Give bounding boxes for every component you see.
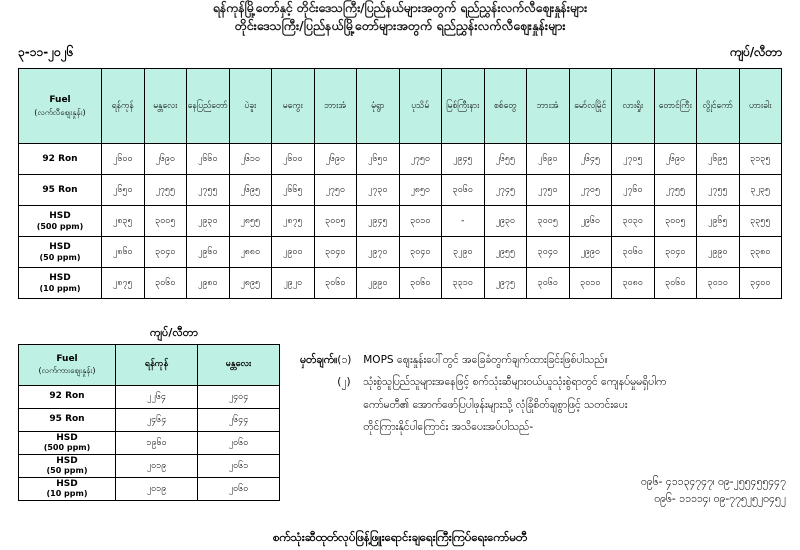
price-cell: ၂၉၆၀	[569, 206, 612, 237]
row-label	[19, 455, 116, 478]
price-cell: ၂၆၉၅	[697, 144, 740, 175]
row-label-text: 95 Ron	[49, 414, 85, 425]
price-cell: ၃၂၃၅	[739, 175, 782, 206]
column-header: ရန်ကုန်	[116, 345, 198, 386]
price-cell: ၂၉၇၅	[484, 268, 527, 299]
price-cell: ၂၉၀၀	[272, 237, 315, 268]
column-header: တောင်ကြီး	[654, 69, 697, 144]
row-label	[19, 409, 116, 432]
price-cell: ၃၀၄၀	[399, 237, 442, 268]
note-number: (၂)	[337, 376, 351, 389]
price-cell: ၂၆၆၀	[187, 144, 230, 175]
price-cell: ၂၉၄၅	[442, 144, 485, 175]
price-cell: ၁၉၆၀	[116, 432, 198, 455]
price-cell: ၂၉၉၀	[697, 237, 740, 268]
price-cell: ၂၄၀၄	[198, 386, 280, 409]
row-label	[19, 386, 116, 409]
date-label: ၃-၁၁-၂၀၂၆	[18, 45, 74, 59]
price-cell: ၂၆၄၄	[198, 409, 280, 432]
contact-phones	[641, 474, 786, 508]
fuel-header-line2: (လက်လီဈေးနှုန်း)	[34, 107, 86, 117]
price-cell: ၃၀၀၅	[527, 206, 570, 237]
main-table-body	[19, 144, 782, 299]
price-cell: ၃၀၄၀	[144, 237, 187, 268]
price-cell: ၂၉၃၀	[187, 206, 230, 237]
column-header: မြစ်ကြီးနား	[442, 69, 485, 144]
table-row	[19, 268, 782, 299]
row-label-sub: (10 ppm)	[46, 488, 88, 498]
row-label	[19, 206, 102, 237]
price-cell: ၃၀၈၀	[612, 268, 655, 299]
price-cell: ၂၀၆၀	[198, 478, 280, 501]
note-text: သုံးစွဲသူပြည်သူများအနေဖြင့် စက်သုံးဆီများဝယ်ယူသုံးစွဲရာတွင် ကျေနပ်မှုမရှိပါက	[363, 376, 667, 389]
price-cell: ၂၂၆၄	[116, 386, 198, 409]
note-text: ကော်မတီ၏ အောက်ဖော်ပြပါဖုန်းများသို့ လုံခြုံစိတ်ချစွာဖြင့် သတင်းပေး	[363, 398, 628, 411]
price-cell: ၂၈၉၅	[229, 268, 272, 299]
price-cell: ၂၇၄၅	[484, 175, 527, 206]
row-label-text: 92 Ron	[42, 153, 78, 164]
price-cell: ၂၆၀၀	[272, 144, 315, 175]
note-item	[300, 419, 788, 435]
column-header: ဘားအံ	[314, 69, 357, 144]
price-cell: ၂၆၅၅	[484, 144, 527, 175]
price-cell: ၂၉၉၀	[569, 237, 612, 268]
price-cell: ၂၉၆၀	[187, 237, 230, 268]
price-cell: ၂၇၅၅	[654, 175, 697, 206]
price-cell: ၂၇၅၅	[697, 175, 740, 206]
price-cell: ၂၇၅၅	[187, 175, 230, 206]
price-cell: ၃၀၆၀	[612, 237, 655, 268]
document-title-line2: တိုင်းဒေသကြီး/ပြည်နယ်မြို့တော်များအတွက် ရည်ညွှန်းလက်လီဈေးနှုန်းများ	[234, 18, 566, 33]
note-item	[300, 352, 788, 368]
table-row	[19, 144, 782, 175]
price-cell: ၂၉၈၀	[187, 268, 230, 299]
price-cell: ၃၀၄၀	[527, 237, 570, 268]
price-cell: ၂၇၃၀	[357, 175, 400, 206]
notes-section	[300, 352, 788, 441]
row-label-sub: (10 ppm)	[39, 283, 81, 293]
price-cell: ၂၉၇၀	[357, 237, 400, 268]
price-cell: ၂၆၅၀	[102, 175, 145, 206]
table-row	[19, 237, 782, 268]
price-cell: ၂၇၅၅	[144, 175, 187, 206]
column-header: ပုသိမ်	[399, 69, 442, 144]
fuel-header-line1: Fuel	[49, 94, 71, 105]
price-cell: ၂၉၆၅	[697, 206, 740, 237]
price-cell: ၃၀၀၅	[314, 206, 357, 237]
price-cell: ၃၃၁၀	[442, 268, 485, 299]
price-cell: ၂၉၅၅	[484, 237, 527, 268]
row-label-sub: (50 ppm)	[39, 252, 81, 262]
price-cell: ၂၈၇၅	[102, 268, 145, 299]
wholesale-table-header	[19, 345, 280, 386]
phone-line: ၀၉၆- ၁၁၁၁၄၊ ၀၉-၇၇၅၂၅၂၀၄၅၂	[654, 492, 786, 505]
main-table-fuel-header	[19, 69, 102, 144]
row-label	[19, 268, 102, 299]
price-cell: ၃၀၄၀	[654, 237, 697, 268]
price-cell: ၂၆၁၀	[229, 144, 272, 175]
document-title-line1: ရန်ကုန်မြို့တော်နှင့် တိုင်းဒေသကြီး/ပြည်နယ်များအတွက် ရည်ညွှန်းလက်လီဈေးနှုန်းများ	[212, 0, 588, 15]
price-cell: ၂၉၃၀	[484, 206, 527, 237]
column-header: မကွေး	[272, 69, 315, 144]
price-cell: ၂၀၁၉	[116, 478, 198, 501]
price-cell: ၂၇၅၀	[527, 175, 570, 206]
column-header: ပဲခူး	[229, 69, 272, 144]
price-cell: ၂၀၆၀	[198, 432, 280, 455]
row-label-text: HSD	[56, 478, 78, 489]
row-label-sub: (50 ppm)	[46, 465, 88, 475]
note-item	[300, 397, 788, 413]
main-table-header-row	[19, 69, 782, 144]
price-cell: ၂၆၀၀	[102, 144, 145, 175]
price-cell: ၂၆၅၀	[357, 144, 400, 175]
price-cell: ၃၀၆၀	[442, 175, 485, 206]
row-label	[19, 478, 116, 501]
price-cell: ၂၇၀၅	[612, 144, 655, 175]
price-cell: ၂၆၄၅	[569, 144, 612, 175]
column-header: နေပြည်တော်	[187, 69, 230, 144]
row-label-sub: (500 ppm)	[43, 442, 91, 452]
row-label-text: HSD	[49, 242, 71, 253]
column-header: မန္တလေး	[198, 345, 280, 386]
price-cell: ၃၃၅၅	[739, 206, 782, 237]
fuel-header-line1: Fuel	[56, 354, 78, 365]
table-row	[19, 478, 280, 501]
price-cell: ၃၀၀၅	[144, 206, 187, 237]
price-cell: ၃၂၉၀	[442, 237, 485, 268]
column-header: လားရှိုး	[612, 69, 655, 144]
price-cell: ၂၉၂၀	[272, 268, 315, 299]
price-cell: ၃၀၄၀	[314, 237, 357, 268]
price-cell: ၃၀၃၀	[612, 206, 655, 237]
price-cell: ၂၈၇၅	[272, 206, 315, 237]
main-price-table	[18, 68, 782, 299]
price-cell: ၂၉၉၀	[357, 268, 400, 299]
row-label-sub: (500 ppm)	[36, 221, 84, 231]
fuel-header-line2: (လက်ကားဈေးနှုန်း)	[38, 365, 96, 375]
row-label-text: HSD	[56, 432, 78, 443]
price-cell: ၃၁၃၅	[739, 144, 782, 175]
notes-title: မှတ်ချက်။	[300, 354, 338, 366]
price-cell: ၂၉၄၅	[357, 206, 400, 237]
table-row	[19, 409, 280, 432]
price-cell: ၂၇၀၅	[569, 175, 612, 206]
price-cell: ၂၀၁၉	[116, 455, 198, 478]
price-cell: ၃၀၆၀	[314, 268, 357, 299]
note-number: (၁)	[337, 354, 352, 366]
wholesale-table-body	[19, 386, 280, 501]
wholesale-price-table	[18, 344, 280, 501]
note-item	[300, 374, 788, 390]
price-cell: ၃၀၆၀	[144, 268, 187, 299]
price-cell: ၂၆၉၀	[654, 144, 697, 175]
table-row	[19, 206, 782, 237]
row-label-text: HSD	[49, 273, 71, 284]
unit-label-main: ကျပ်/လီတာ	[729, 45, 782, 59]
table-row	[19, 386, 280, 409]
price-cell: ၂၇၅၀	[314, 175, 357, 206]
row-label	[19, 237, 102, 268]
column-header: ဘားအံ	[527, 69, 570, 144]
column-header: ဟားခါး	[739, 69, 782, 144]
wholesale-price-table-wrapper	[18, 344, 280, 501]
note-text: MOPS ဈေးနှုန်းပေါ်တွင် အခြေခံတွက်ချက်ထားခြင်းဖြစ်ပါသည်။	[363, 354, 608, 366]
column-header: စစ်တွေ	[484, 69, 527, 144]
row-label-text: 95 Ron	[42, 184, 78, 195]
unit-label-wholesale: ကျပ်/လီတာ	[150, 326, 198, 339]
column-header: မုံရွာ	[357, 69, 400, 144]
column-header: ရန်ကုန်	[102, 69, 145, 144]
note-number	[337, 419, 363, 435]
price-cell: ၂၆၆၅	[272, 175, 315, 206]
price-cell: ၂၈၅၀	[399, 175, 442, 206]
row-label	[19, 144, 102, 175]
price-cell: ၃၀၆၀	[399, 268, 442, 299]
price-cell: ၂၈၈၀	[229, 237, 272, 268]
table-row	[19, 432, 280, 455]
price-cell: -	[442, 206, 485, 237]
column-header: မော်လမြိုင်	[569, 69, 612, 144]
price-cell: ၂၄၆၄	[116, 409, 198, 432]
footer-committee-name: စက်သုံးဆီထုတ်လုပ်ဖြန့်ဖြူးရောင်းချရေးကြီးကြပ်ရေးကော်မတီ	[272, 530, 528, 544]
price-cell: ၂၈၅၅	[229, 206, 272, 237]
price-cell: ၂၆၉၀	[527, 144, 570, 175]
phone-line: ၀၉၆- ၄၁၁၃၄၇၄၇၊ ၀၉-၂၅၅၄၅၅၄၄၇	[640, 476, 786, 488]
price-cell: ၃၀၁၀	[697, 268, 740, 299]
price-cell: ၃၀၆၀	[527, 268, 570, 299]
row-label-text: HSD	[49, 211, 71, 222]
price-cell: ၃၃၈၀	[739, 237, 782, 268]
main-table-header	[19, 69, 782, 144]
price-cell: ၂၀၆၁	[198, 455, 280, 478]
price-cell: ၃၀၆၀	[654, 268, 697, 299]
price-cell: ၃၀၀၅	[654, 206, 697, 237]
price-cell: ၂၆၉၀	[314, 144, 357, 175]
column-header: မန္တလေး	[144, 69, 187, 144]
price-cell: ၂၆၉၀	[144, 144, 187, 175]
note-number	[337, 397, 363, 413]
row-label-text: 92 Ron	[49, 391, 85, 402]
wholesale-fuel-header	[19, 345, 116, 386]
table-row	[19, 455, 280, 478]
main-price-table-wrapper	[18, 68, 782, 299]
price-cell: ၃၀၁၀	[569, 268, 612, 299]
price-cell: ၂၆၉၅	[229, 175, 272, 206]
note-text: တိုင်ကြားနိုင်ပါကြောင်း အသိပေးအပ်ပါသည်-	[363, 420, 534, 433]
row-label-text: HSD	[56, 455, 78, 466]
price-cell: ၂၈၃၅	[102, 206, 145, 237]
table-row	[19, 175, 782, 206]
price-cell: ၃၄၀၀	[739, 268, 782, 299]
row-label	[19, 432, 116, 455]
row-label	[19, 175, 102, 206]
price-cell: ၃၀၁၀	[399, 206, 442, 237]
price-cell: ၂၇၆၀	[612, 175, 655, 206]
price-cell: ၂၇၅၀	[399, 144, 442, 175]
price-cell: ၂၈၆၀	[102, 237, 145, 268]
wholesale-header-row	[19, 345, 280, 386]
column-header: လွိုင်ကော်	[697, 69, 740, 144]
